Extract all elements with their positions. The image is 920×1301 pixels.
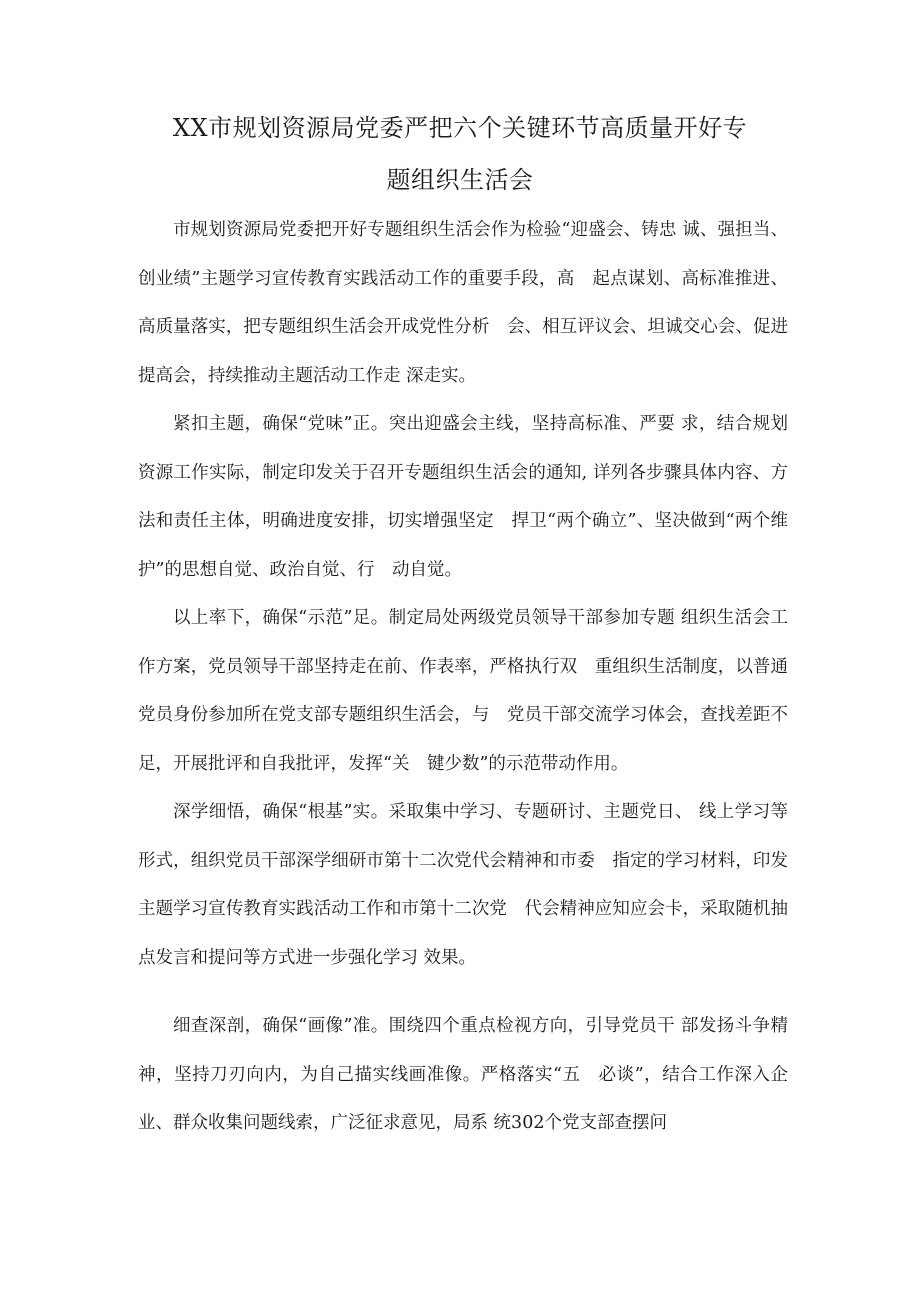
paragraph-study: 深学细悟，确保“根基”实。采取集中学习、专题研讨、主题党日、 线上学习等形式，组织党员干部深学细研市第十二次党代会精神和市委 指定的学习材料，印发主题学习宣传教育实践活动工作和市第十二次党 代会精神应知应会卡，采取随机抽点发言和提问等方式进一步强化学习 效果。	[138, 802, 788, 968]
paragraph-intro: 市规划资源局党委把开好专题组织生活会作为检验“迎盛会、铸忠 诚、强担当、创业绩”主题学习宣传教育实践活动工作的重要手段，高 起点谋划、高标准推进、高质量落实，把专题组织生活会开成党性分析 会、相互评议会、坦诚交心会、促进提高会，持续推动主题活动工作走 深走实。	[138, 220, 788, 386]
paragraph-leadership: 以上率下，确保“示范”足。制定局处两级党员领导干部参加专题 组织生活会工作方案，党员领导干部坚持走在前、作表率，严格执行双 重组织生活制度，以普通党员身份参加所在党支部专题组织生活会，与 党员干部交流学习体会，查找差距不足，开展批评和自我批评，发挥“关 键少数”的示范带动作用。	[138, 608, 788, 774]
paragraph-self-examination: 细查深剖，确保“画像”准。围绕四个重点检视方向，引导党员干 部发扬斗争精神，坚持刀刃向内，为自己描实线画准像。严格落实“五 必谈”，结合工作深入企业、群众收集问题线索，广泛征求意见，局系 统302个党支部查摆问	[138, 1016, 788, 1134]
paragraph-theme: 紧扣主题，确保“党味”正。突出迎盛会主线，坚持高标准、严要 求，结合规划资源工作实际，制定印发关于召开专题组织生活会的通知, 详列各步骤具体内容、方法和责任主体，明确进度安排，切实增强坚定 捍卫“两个确立”、坚决做到“两个维护”的思想自觉、政治自觉、行 动自觉。	[138, 414, 788, 580]
document-title-line-1: XX市规划资源局党委严把六个关键环节高质量开好专	[172, 114, 748, 142]
document-title-line-2: 题组织生活会	[386, 166, 534, 194]
